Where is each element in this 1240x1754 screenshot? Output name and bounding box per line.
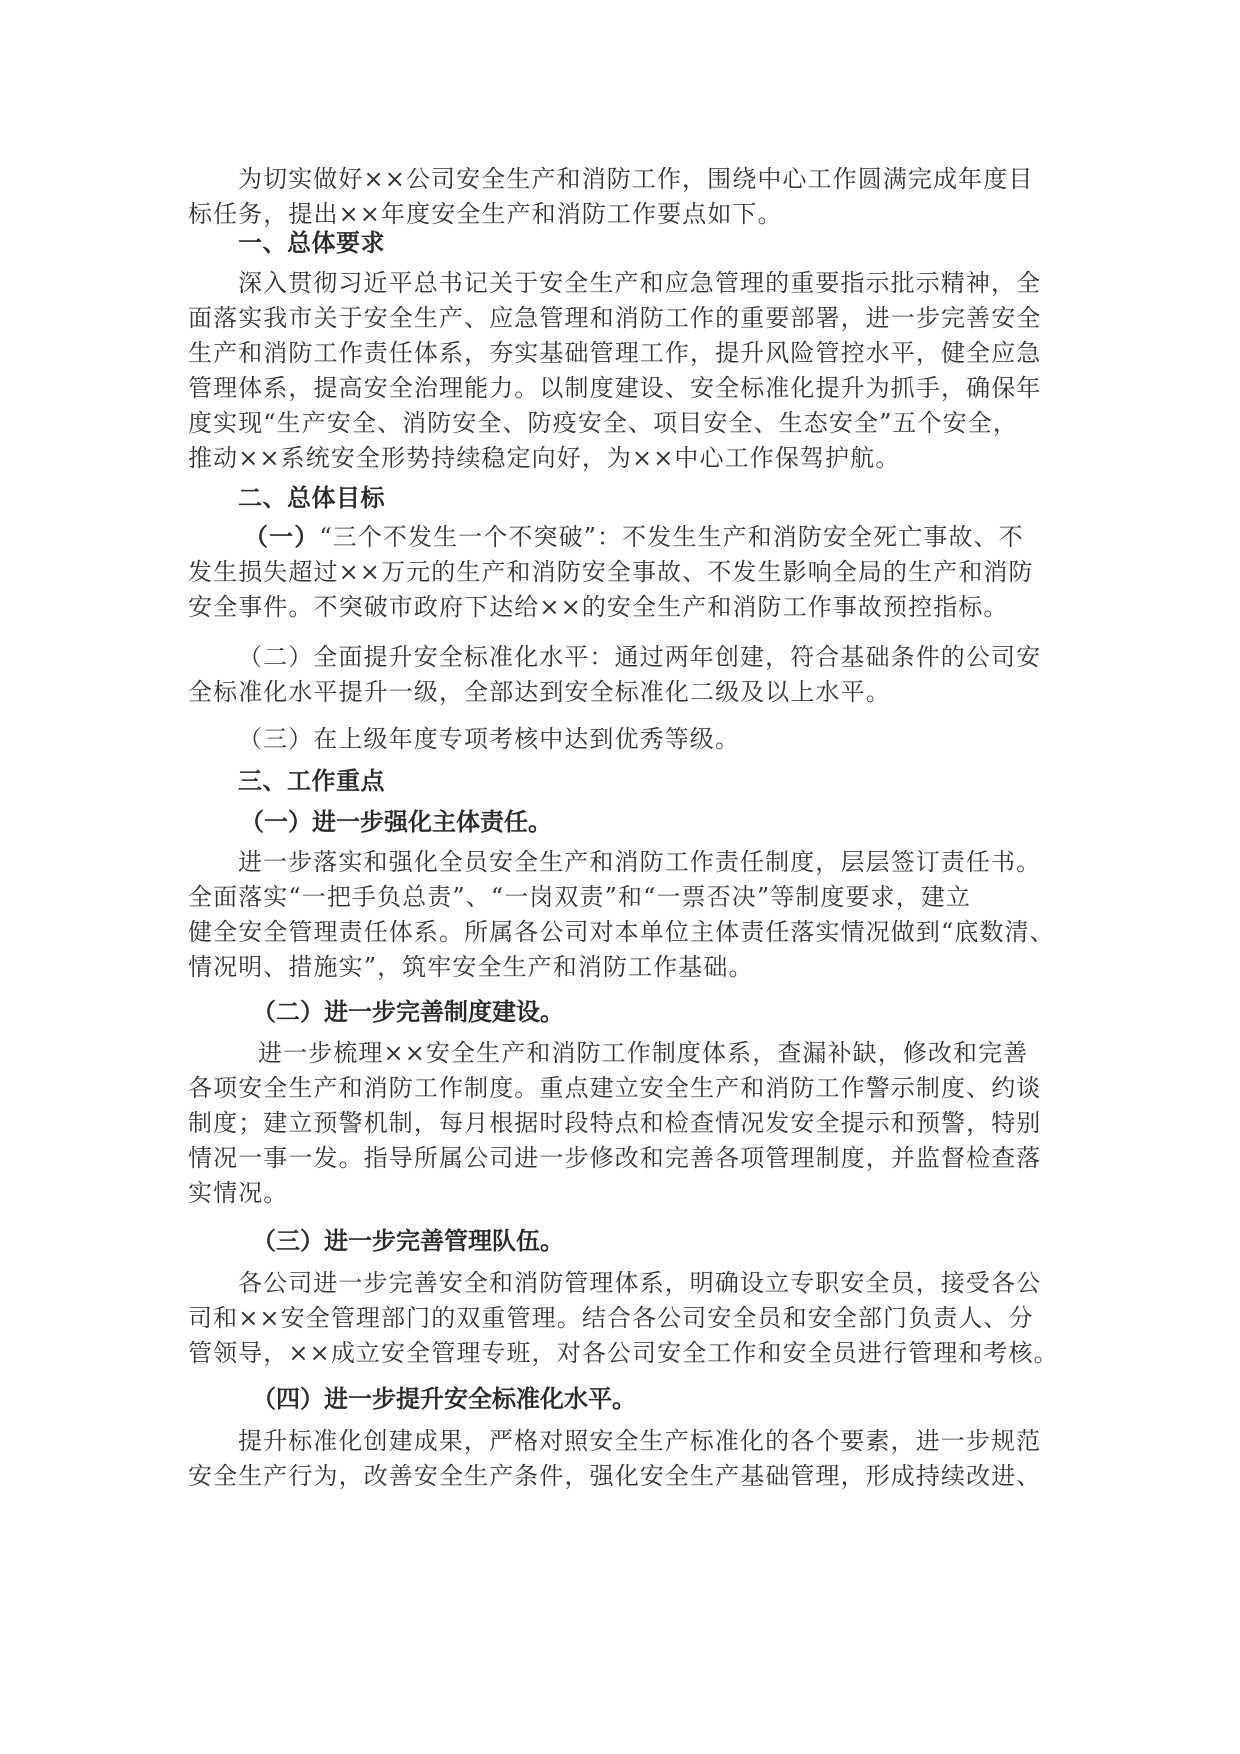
text-line: 各公司进一步完善安全和消防管理体系，明确设立专职安全员，接受各公: [238, 1269, 1042, 1297]
text-line: 司和××安全管理部门的双重管理。结合各公司安全员和安全部门负责人、分: [188, 1304, 1034, 1332]
text-line: 各项安全生产和消防工作制度。重点建立安全生产和消防工作警示制度、约谈: [188, 1074, 1042, 1102]
text-line: 情况一事一发。指导所属公司进一步修改和完善各项管理制度，并监督检查落: [188, 1144, 1042, 1172]
text-line: 面落实我市关于安全生产、应急管理和消防工作的重要部署，进一步完善安全: [188, 304, 1042, 332]
text-line: 标任务，提出××年度安全生产和消防工作要点如下。: [188, 200, 783, 228]
text-line: 度实现“生产安全、消防安全、防疫安全、项目安全、生态安全”五个安全，: [188, 409, 1018, 437]
text-line: 全标准化水平提升一级，全部达到安全标准化二级及以上水平。: [188, 678, 891, 706]
text-line: 为切实做好××公司安全生产和消防工作，围绕中心工作圆满完成年度目: [238, 165, 1034, 193]
text-line: 全面落实“一把手负总责”、“一岗双责”和“一票否决”等制度要求，建立: [188, 883, 972, 911]
subheading-improve-system-building: （二）进一步完善制度建设。: [252, 998, 564, 1026]
text-line: 管理体系，提高安全治理能力。以制度建设、安全标准化提升为抓手，确保年: [188, 374, 1042, 402]
section-heading-work-priorities: 三、工作重点: [238, 767, 385, 795]
text-line: 生产和消防工作责任体系，夯实基础管理工作，提升风险管控水平，健全应急: [188, 339, 1042, 367]
text-line: [244, 520, 1104, 554]
section-heading-general-requirements: 一、总体要求: [238, 229, 385, 257]
text-line: （二）全面提升安全标准化水平：通过两年创建，符合基础条件的公司安: [238, 643, 1042, 671]
text-line: 安全生产行为，改善安全生产条件，强化安全生产基础管理，形成持续改进、: [188, 1462, 1042, 1490]
text-line: 安全事件。不突破市政府下达给××的安全生产和消防工作事故预控指标。: [188, 593, 1009, 621]
text-line: 进一步落实和强化全员安全生产和消防工作责任制度，层层签订责任书。: [238, 848, 1042, 876]
text-line: 提升标准化创建成果，严格对照安全生产标准化的各个要素，进一步规范: [238, 1427, 1042, 1455]
subheading-strengthen-responsibility: （一）进一步强化主体责任。: [240, 808, 552, 836]
text-line: 实情况。: [188, 1179, 289, 1207]
subheading-improve-management-team: （三）进一步完善管理队伍。: [252, 1227, 564, 1255]
text-line: 发生损失超过××万元的生产和消防安全事故、不发生影响全局的生产和消防: [188, 558, 1034, 586]
text-line: 管领导，××成立安全管理专班，对各公司安全工作和安全员进行管理和考核。: [188, 1339, 1059, 1367]
section-heading-overall-goals: 二、总体目标: [238, 484, 385, 512]
text-line: 制度；建立预警机制，每月根据时段特点和检查情况发安全提示和预警，特别: [188, 1109, 1042, 1137]
text-line: 深入贯彻习近平总书记关于安全生产和应急管理的重要指示批示精神，全: [238, 269, 1042, 297]
text-line: （三）在上级年度专项考核中达到优秀等级。: [238, 725, 740, 753]
subheading-improve-standardization: （四）进一步提升安全标准化水平。: [252, 1385, 636, 1413]
goal-item-text: “三个不发生一个不突破”：不发生生产和消防安全死亡事故、不: [319, 523, 1024, 551]
goal-item-label: （一）: [244, 523, 320, 551]
text-line: 进一步梳理××安全生产和消防工作制度体系，查漏补缺，修改和完善: [258, 1039, 1029, 1067]
text-line: 健全安全管理责任体系。所属各公司对本单位主体责任落实情况做到“底数清、: [188, 918, 1055, 946]
text-line: 推动××系统安全形势持续稳定向好，为××中心工作保驾护航。: [188, 444, 901, 472]
text-line: 情况明、措施实”，筑牢安全生产和消防工作基础。: [188, 953, 754, 981]
